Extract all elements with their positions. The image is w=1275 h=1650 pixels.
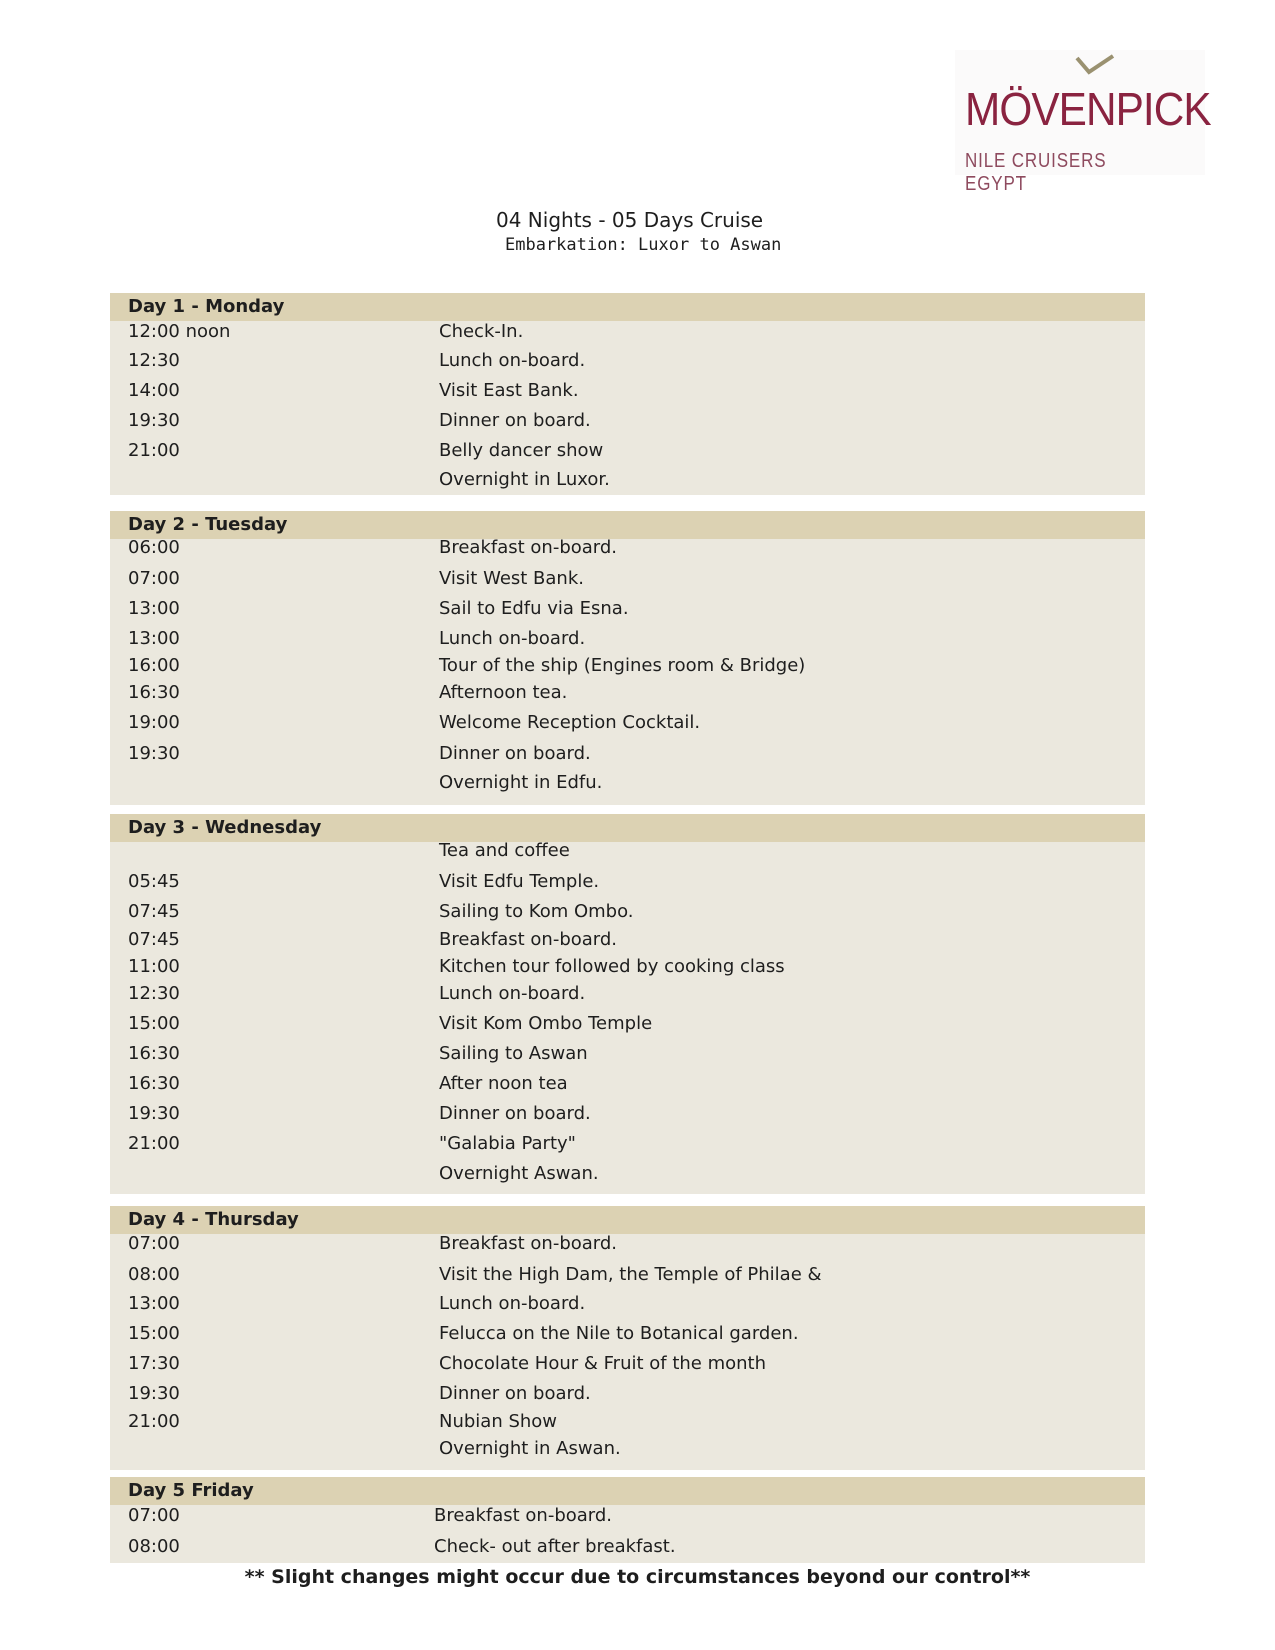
event-activity: Sail to Edfu via Esna. [439, 598, 629, 619]
event-time: 16:30 [128, 1043, 180, 1064]
schedule-row [110, 380, 1145, 406]
event-activity: Visit East Bank. [439, 380, 579, 401]
schedule-row [110, 469, 1145, 495]
schedule-row [110, 772, 1145, 798]
event-activity: Breakfast on-board. [439, 929, 618, 950]
event-time: 13:00 [128, 1293, 180, 1314]
schedule-row [110, 1233, 1145, 1259]
embarkation-route: Embarkation: Luxor to Aswan [505, 235, 782, 255]
day-section [110, 511, 1145, 805]
day-section [110, 293, 1145, 495]
event-time: 12:30 [128, 350, 180, 371]
schedule-row [110, 1013, 1145, 1039]
event-activity: Afternoon tea. [439, 682, 568, 703]
logo-subtitle: NILE CRUISERS EGYPT [965, 150, 1107, 195]
event-time: 16:00 [128, 655, 180, 676]
event-activity: Dinner on board. [439, 1103, 591, 1124]
event-time: 05:45 [128, 871, 180, 892]
event-activity: Nubian Show [439, 1411, 558, 1432]
day-header [110, 1477, 1145, 1505]
schedule-row [110, 655, 1145, 681]
schedule-row [110, 1323, 1145, 1349]
event-time: 16:30 [128, 1073, 180, 1094]
day-header [110, 1206, 1145, 1234]
schedule-row [110, 410, 1145, 436]
event-time: 08:00 [128, 1536, 180, 1557]
logo-brand: MÖVENPICK [965, 83, 1211, 135]
event-activity: Lunch on-board. [439, 983, 586, 1004]
schedule-row [110, 871, 1145, 897]
event-activity: Breakfast on-board. [439, 1233, 618, 1254]
event-activity: Check- out after breakfast. [434, 1536, 676, 1557]
event-time: 07:45 [128, 929, 180, 950]
event-activity: Visit Edfu Temple. [439, 871, 600, 892]
event-activity: Breakfast on-board. [434, 1505, 613, 1526]
schedule-row [110, 929, 1145, 955]
event-activity: Kitchen tour followed by cooking class [439, 956, 785, 977]
movenpick-logo [955, 50, 1211, 195]
schedule-row [110, 1353, 1145, 1379]
schedule-row [110, 1103, 1145, 1129]
event-activity: Lunch on-board. [439, 350, 586, 371]
event-activity: Dinner on board. [439, 410, 591, 431]
event-time: 17:30 [128, 1353, 180, 1374]
event-time: 19:30 [128, 743, 180, 764]
schedule-row [110, 743, 1145, 769]
event-time: 21:00 [128, 1133, 180, 1154]
day-section [110, 1206, 1145, 1470]
schedule-row [110, 440, 1145, 466]
event-activity: "Galabia Party" [439, 1133, 576, 1154]
event-activity: Visit Kom Ombo Temple [439, 1013, 653, 1034]
event-activity: Overnight in Aswan. [439, 1438, 621, 1459]
event-time: 06:00 [128, 537, 180, 558]
schedule-row [110, 956, 1145, 982]
event-activity: Tour of the ship (Engines room & Bridge) [439, 655, 806, 676]
event-activity: Dinner on board. [439, 1383, 591, 1404]
event-time: 08:00 [128, 1264, 180, 1285]
event-activity: Overnight in Luxor. [439, 469, 610, 490]
schedule-row [110, 1383, 1145, 1409]
event-time: 07:00 [128, 1233, 180, 1254]
schedule-row [110, 840, 1145, 866]
schedule-row [110, 1438, 1145, 1464]
day-label: Day 3 - Wednesday [128, 817, 322, 838]
schedule-row [110, 1073, 1145, 1099]
bird-icon [1075, 54, 1115, 78]
event-activity: Tea and coffee [439, 840, 570, 861]
schedule-row [110, 568, 1145, 594]
schedule-row [110, 712, 1145, 738]
event-time: 13:00 [128, 598, 180, 619]
event-time: 16:30 [128, 682, 180, 703]
event-activity: Lunch on-board. [439, 1293, 586, 1314]
page-title: 04 Nights - 05 Days Cruise [496, 208, 764, 232]
disclaimer-note: ** Slight changes might occur due to circumstances beyond our control** [244, 1566, 1031, 1588]
event-activity: Sailing to Kom Ombo. [439, 901, 634, 922]
event-activity: Dinner on board. [439, 743, 591, 764]
event-time: 14:00 [128, 380, 180, 401]
event-time: 21:00 [128, 1411, 180, 1432]
event-activity: Felucca on the Nile to Botanical garden. [439, 1323, 799, 1344]
event-time: 12:00 noon [128, 321, 231, 342]
schedule-row [110, 983, 1145, 1009]
schedule-row [110, 901, 1145, 927]
schedule-row [110, 1536, 1145, 1562]
event-activity: Overnight in Edfu. [439, 772, 603, 793]
event-time: 21:00 [128, 440, 180, 461]
schedule-row [110, 537, 1145, 563]
event-time: 19:30 [128, 410, 180, 431]
day-label: Day 2 - Tuesday [128, 514, 288, 535]
day-label: Day 4 - Thursday [128, 1209, 299, 1230]
event-time: 15:00 [128, 1013, 180, 1034]
schedule-row [110, 1043, 1145, 1069]
event-time: 12:30 [128, 983, 180, 1004]
event-time: 07:00 [128, 568, 180, 589]
day-header [110, 511, 1145, 539]
event-activity: After noon tea [439, 1073, 568, 1094]
event-time: 19:00 [128, 712, 180, 733]
event-activity: Sailing to Aswan [439, 1043, 588, 1064]
day-header [110, 814, 1145, 842]
day-label: Day 5 Friday [128, 1480, 254, 1501]
schedule-row [110, 1411, 1145, 1437]
schedule-row [110, 682, 1145, 708]
day-header [110, 293, 1145, 321]
event-time: 19:30 [128, 1103, 180, 1124]
schedule-row [110, 321, 1145, 347]
event-time: 07:00 [128, 1505, 180, 1526]
event-activity: Lunch on-board. [439, 628, 586, 649]
event-time: 15:00 [128, 1323, 180, 1344]
schedule-row [110, 1293, 1145, 1319]
day-section [110, 814, 1145, 1194]
schedule-row [110, 1264, 1145, 1290]
event-time: 13:00 [128, 628, 180, 649]
schedule-row [110, 598, 1145, 624]
event-activity: Check-In. [439, 321, 524, 342]
event-activity: Welcome Reception Cocktail. [439, 712, 701, 733]
event-activity: Breakfast on-board. [439, 537, 618, 558]
event-activity: Visit the High Dam, the Temple of Philae & [439, 1264, 822, 1285]
schedule-row [110, 628, 1145, 654]
event-activity: Visit West Bank. [439, 568, 584, 589]
event-time: 07:45 [128, 901, 180, 922]
event-time: 11:00 [128, 956, 180, 977]
schedule-row [110, 1163, 1145, 1189]
event-activity: Chocolate Hour & Fruit of the month [439, 1353, 767, 1374]
schedule-row [110, 1133, 1145, 1159]
event-activity: Overnight Aswan. [439, 1163, 599, 1184]
event-time: 19:30 [128, 1383, 180, 1404]
event-activity: Belly dancer show [439, 440, 604, 461]
day-label: Day 1 - Monday [128, 296, 285, 317]
schedule-row [110, 1505, 1145, 1531]
day-section [110, 1477, 1145, 1563]
schedule-row [110, 350, 1145, 376]
